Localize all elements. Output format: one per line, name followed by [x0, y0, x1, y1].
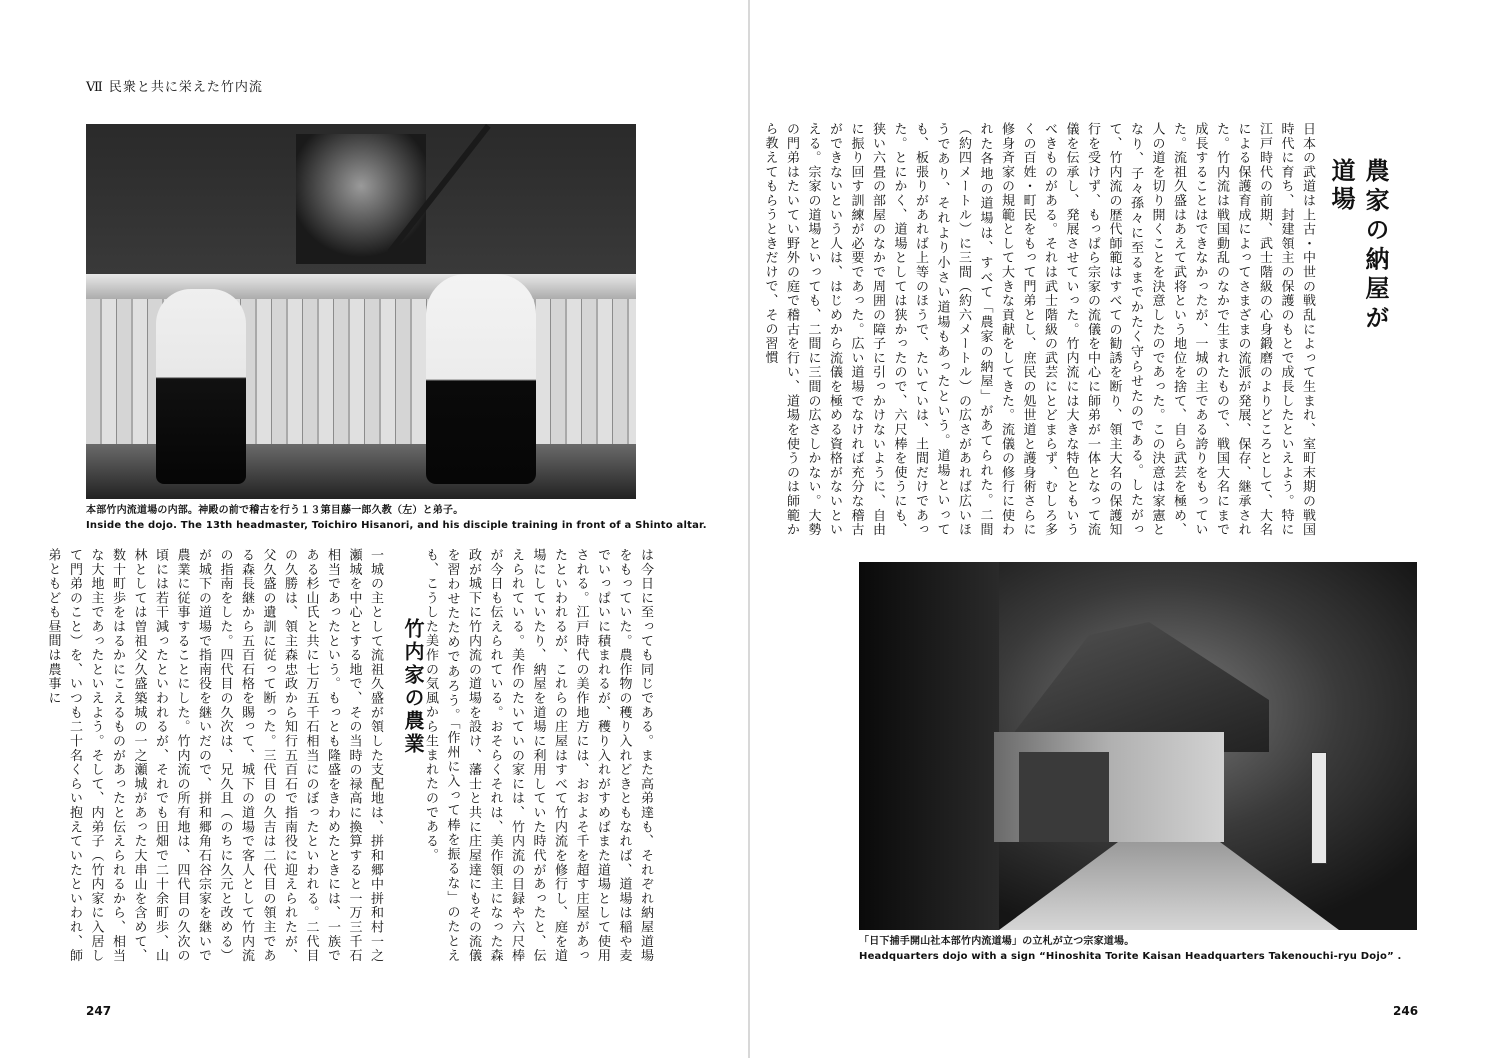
photo-caption-en: Inside the dojo. The 13th headmaster, Toichiro Hisanori, and his disciple training in front of a Shinto altar.	[86, 520, 707, 531]
photo-caption-en: Headquarters dojo with a sign “Hinoshita Torite Kaisan Headquarters Takenouchi-ryu Dojo” .	[859, 951, 1402, 962]
dirt-path	[999, 842, 1339, 930]
body-text-continued: は今日に至っても同じである。また高弟達も、それぞれ納屋道場をもっていた。農作物の穫り入れどきともなれば、道場は稲や麦でいっぱいに積まれるが、穫り入れがすめばまた道場として使用される。江戸時代の美作地方には、おおよそ千を超す庄屋があったといわれるが、これらの庄屋はすべて竹内流を修行し、庭を道場にしていたり、納屋を道場に利用していた時代があったと、伝えられている。美作のたいていの家には、竹内流の目録や六尺棒が今日も伝えられている。おそらくそれは、美作領主になった森政が城下に竹内流の道場を設け、藩士と共に庄屋達にもその流儀を習わせたためであろう。「作州に入って棒を振るな」のたとえも、こうした美作の気風から生まれたのである。	[423, 548, 653, 963]
photo-caption-right	[859, 934, 1402, 964]
dojo-signpost	[1311, 752, 1327, 864]
headmaster-figure	[156, 289, 246, 484]
page-number: 247	[86, 1004, 112, 1018]
disciple-figure	[426, 274, 536, 484]
shinto-altar	[296, 134, 426, 264]
headquarters-dojo-photo	[859, 562, 1417, 930]
section-heading-right: 農家の納屋が道場	[1327, 158, 1389, 333]
dojo-interior-photo	[86, 124, 636, 499]
body-text-section: 一城の主として流祖久盛が領した支配地は、拼和郷中拼和村一之瀬城を中心とする地で、その当時の禄高に換算すると一万三千石相当であったという。もっとも隆盛をきわめたときには、一族である杉山氏と共に七万五千石相当にのぼったといわれる。二代目の久勝は、領主森忠政から知行五百石で指南役に迎えられたが、父久盛の遺訓に従って断った。三代目の久吉は二代目の領主である森長継から五百石格を賜って、城下の道場で客人として竹内流の指南をした。四代目の久次は、兄久且（のちに久元と改める）が城下の道場で指南役を継いだので、拼和郷角石谷宗家を継いで農業に従事することにした。竹内流の所有地は、四代目の久次の頃には若干減ったといわれるが、それでも田畑で二十余町歩、山林としては曽祖父久盛築城の一之瀬城があった大串山を含めて、数十町歩をはるかにこえるものがあったと伝えられるから、相当な大地主であったといえよう。そして、内弟子（竹内家に入居して門弟のこと）を、いつも二十名くらい抱えていたといわれ、師弟ともども昼間は農事に	[45, 548, 383, 963]
photo-caption-ja: 「日下捕手開山社本部竹内流道場」の立札が立つ宗家道場。	[859, 936, 1135, 947]
running-head: Ⅶ 民衆と共に栄えた竹内流	[86, 80, 263, 95]
body-text-right: 日本の武道は上古・中世の戦乱によって生まれ、室町末期の戦国時代に育ち、封建領主の保護のもとで成長したといえよう。特に江戸時代の前期、武士階級の心身鍛磨のよりどころとして、大名による保護育成によってさまざまの流派が発展、保存、継承された。竹内流は戦国動乱のなかで生まれたもので、戦国大名にまで成長することはできなかったが、一城の主である誇りをもっていた。流祖久盛はあえて武将という地位を捨て、自ら武芸を極め、人の道を切り開くことを決意したのであった。この決意は家憲となり、子々孫々に至るまでかたく守らせたのである。したがって、竹内流の歴代師範はすべての勧誘を断り、領主大名の保護知行を受けず、もっぱら宗家の流儀を中心に師弟が一体となって流儀を伝承し、発展させていった。竹内流には大きな特色ともいうべきものがある。それは武士階級の武芸にとどまらず、むしろ多くの百姓・町民をもって門弟とし、庶民の処世道と護身術さらに修身斉家の規範として大きな貢献をしてきた。流儀の修行に使われた各地の道場は、すべて「農家の納屋」があてられた。二間（約四メートル）に三間（約六メートル）の広さがあれば広いほうであり、それより小さい道場もあったという。道場といっても、板張りがあれば上等のほうで、たいていは、土間だけであった。とにかく、道場としては狭かったので、六尺棒を使うにも、狭い六畳の部屋のなかで周囲の障子に引っかけないように、自由に振り回す訓練が必要であった。広い道場でなければ充分な稽古ができないという人は、はじめから流儀を極める資格がないといえる。宗家の道場といっても、二間に三間の広さしかない。大勢の門弟はたいてい野外の庭で稽古を行い、道場を使うのは師範から教えてもらうときだけで、その習慣	[762, 122, 1315, 537]
section-heading: 竹内家の農業	[401, 618, 425, 756]
photo-caption	[86, 503, 707, 533]
page-number-right: 246	[1393, 1004, 1419, 1018]
photo-caption-ja: 本部竹内流道場の内部。神殿の前で稽古を行う１３第目藤一郎久教（左）と弟子。	[86, 505, 464, 516]
